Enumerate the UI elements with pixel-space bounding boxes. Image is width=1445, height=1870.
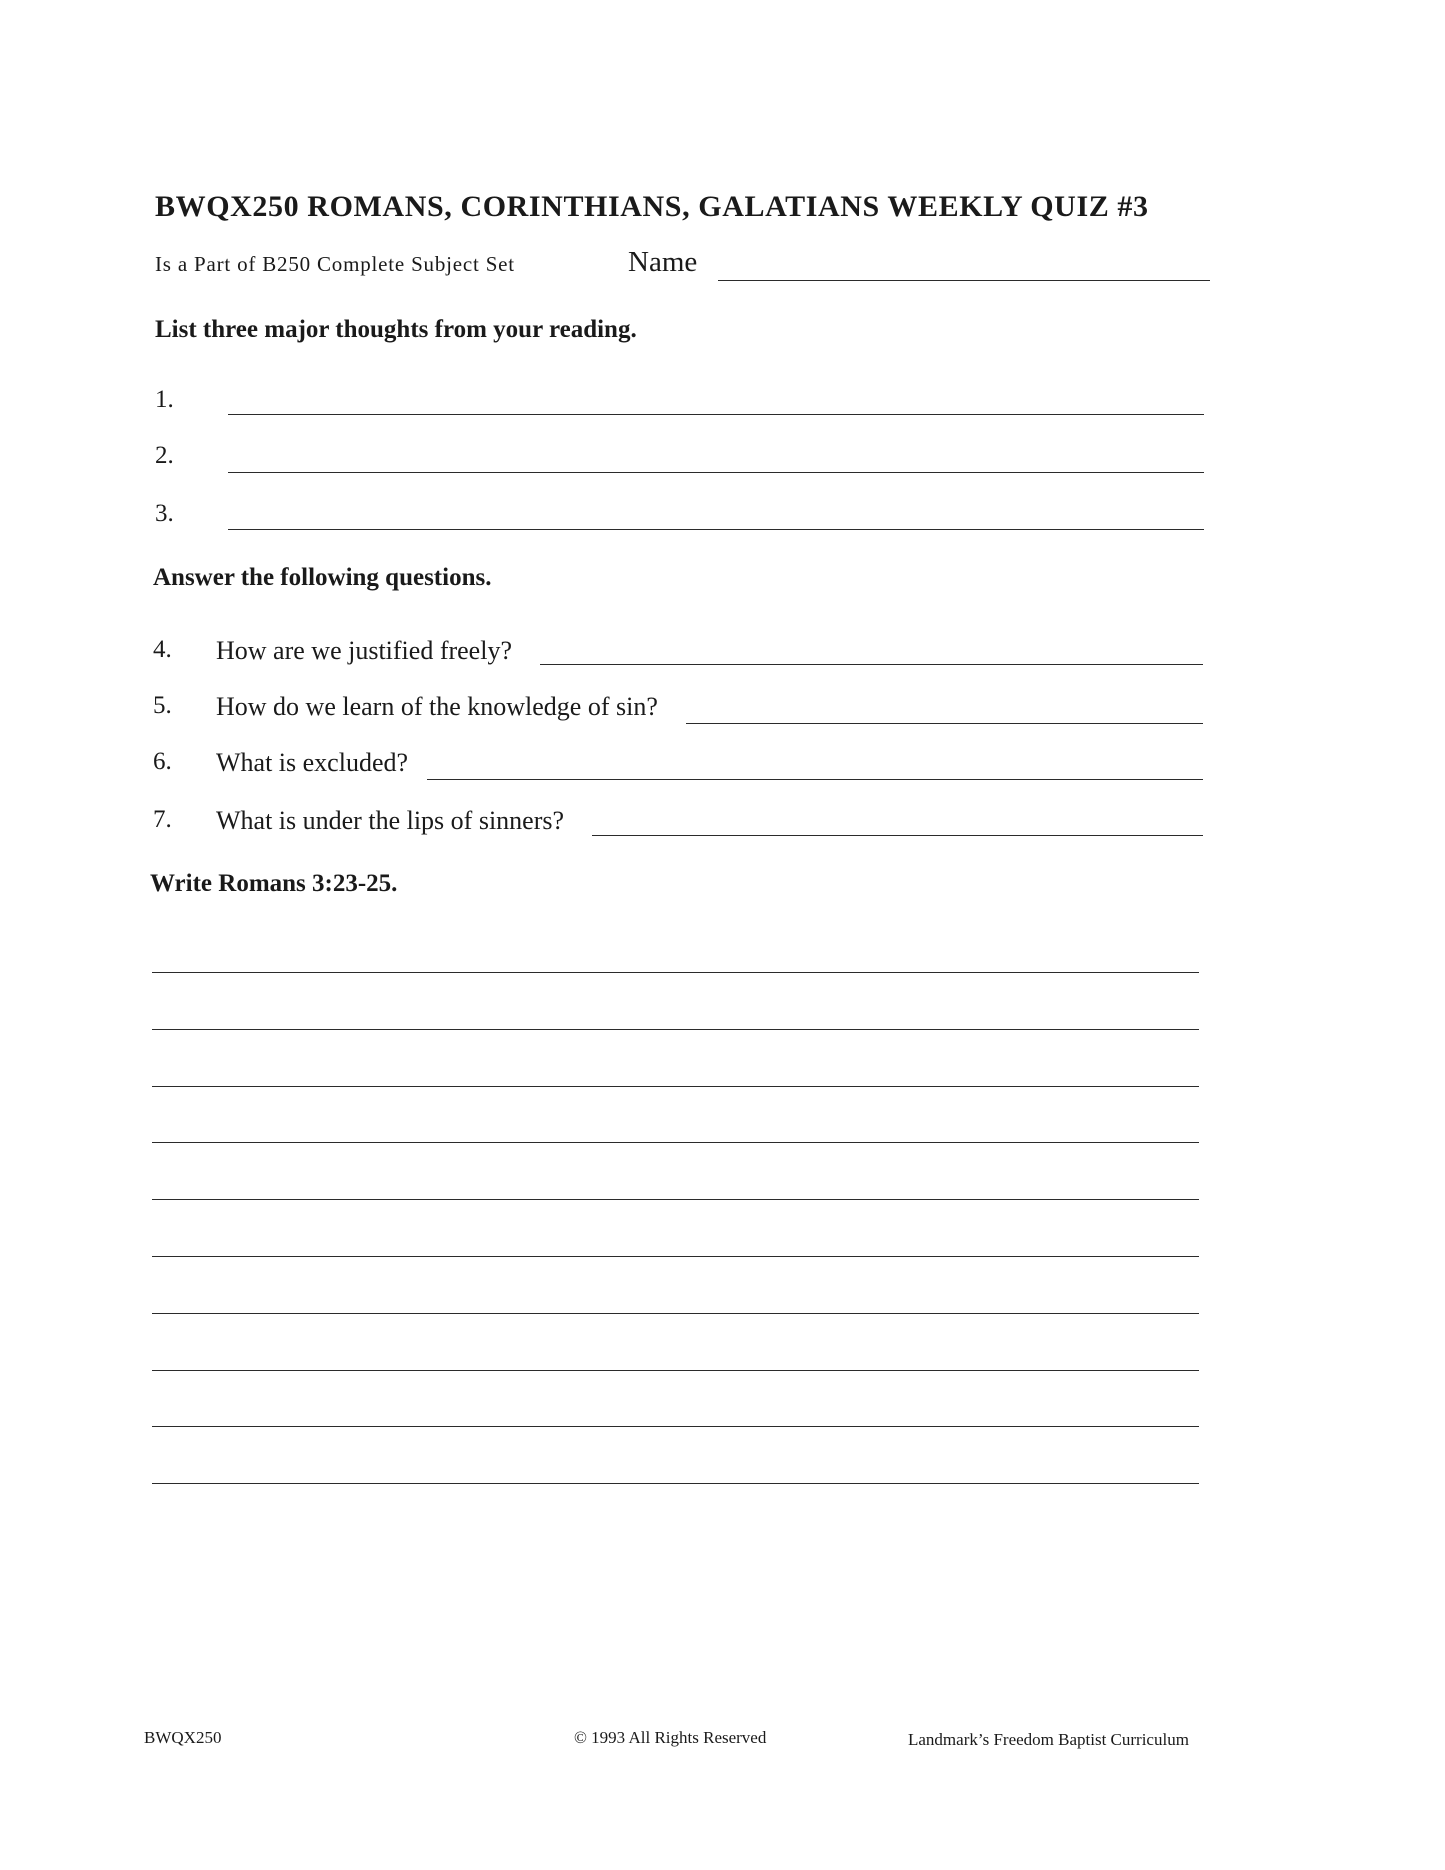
subject-set-note: Is a Part of B250 Complete Subject Set — [155, 252, 515, 276]
writing-line[interactable] — [152, 1029, 1199, 1030]
writing-line[interactable] — [152, 1199, 1199, 1200]
writing-line[interactable] — [152, 1142, 1199, 1143]
question-answer-line[interactable] — [427, 779, 1203, 780]
question-text: What is excluded? — [216, 748, 409, 777]
section-heading-scripture: Write Romans 3:23-25. — [150, 870, 398, 897]
footer-publisher: Landmark’s Freedom Baptist Curriculum — [908, 1730, 1189, 1749]
writing-line[interactable] — [152, 1313, 1199, 1314]
question-answer-line[interactable] — [592, 835, 1203, 836]
writing-line[interactable] — [152, 1256, 1199, 1257]
question-number: 4. — [153, 636, 172, 663]
question-text: How do we learn of the knowledge of sin? — [216, 692, 658, 721]
writing-line[interactable] — [152, 1426, 1199, 1427]
thought-answer-line[interactable] — [228, 529, 1204, 530]
section-heading-questions: Answer the following questions. — [153, 564, 492, 591]
question-text: How are we justified freely? — [216, 636, 512, 665]
name-label: Name — [628, 246, 698, 278]
quiz-title: BWQX250 ROMANS, CORINTHIANS, GALATIANS WEEKLY QUIZ #3 — [155, 190, 1149, 223]
question-number: 6. — [153, 748, 172, 775]
writing-line[interactable] — [152, 972, 1199, 973]
thought-answer-line[interactable] — [228, 414, 1204, 415]
writing-line[interactable] — [152, 1370, 1199, 1371]
section-heading-thoughts: List three major thoughts from your reading. — [155, 316, 637, 343]
item-number: 3. — [155, 500, 174, 527]
writing-line[interactable] — [152, 1086, 1199, 1087]
writing-line[interactable] — [152, 1483, 1199, 1484]
question-answer-line[interactable] — [540, 664, 1203, 665]
question-answer-line[interactable] — [686, 723, 1203, 724]
item-number: 2. — [155, 442, 174, 469]
question-number: 5. — [153, 692, 172, 719]
question-number: 7. — [153, 806, 172, 833]
footer-code: BWQX250 — [144, 1728, 222, 1747]
thought-answer-line[interactable] — [228, 472, 1204, 473]
name-answer-line[interactable] — [718, 280, 1210, 281]
footer-copyright: © 1993 All Rights Reserved — [574, 1728, 767, 1747]
question-text: What is under the lips of sinners? — [216, 806, 565, 835]
item-number: 1. — [155, 386, 174, 413]
